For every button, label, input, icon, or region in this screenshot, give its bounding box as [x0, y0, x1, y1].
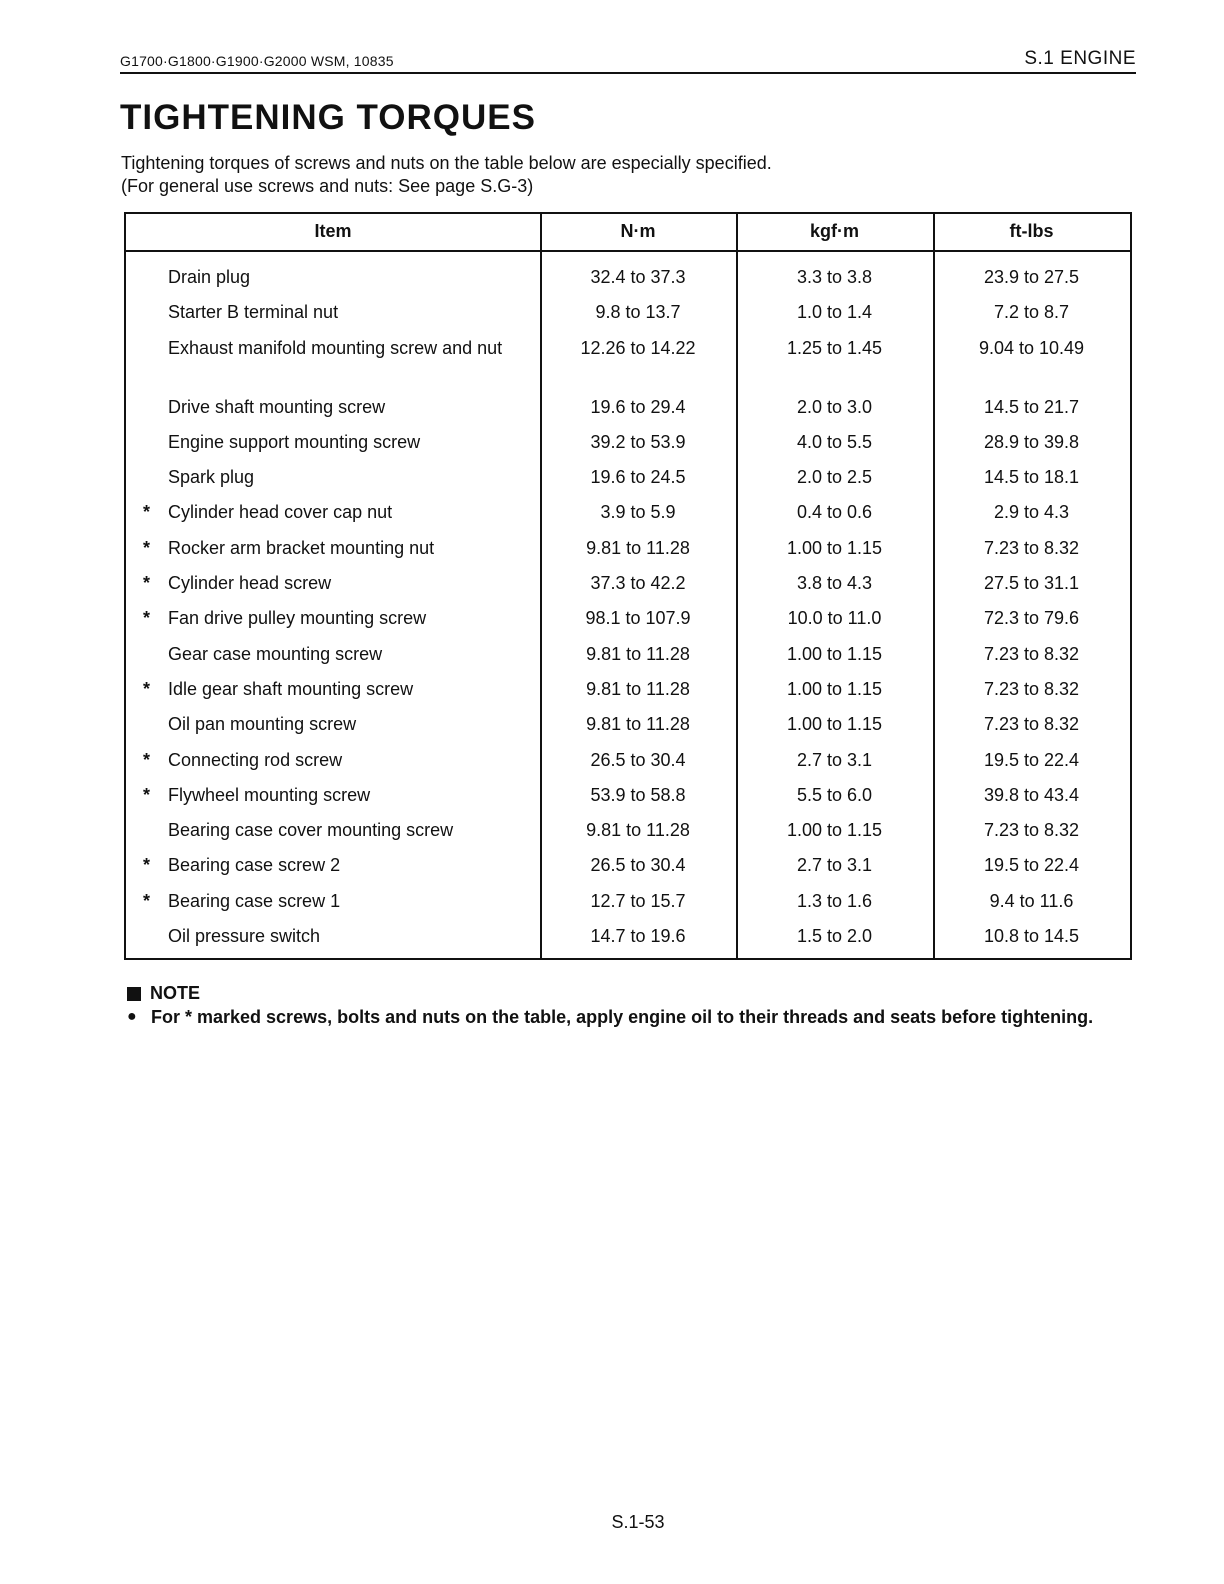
section-title: S.1 ENGINE	[1024, 48, 1136, 69]
cell-ftlbs: 14.5 to 21.7	[983, 396, 1080, 417]
intro-line-2: (For general use screws and nuts: See page S.G-3)	[121, 176, 534, 196]
cell-nm: 9.81 to 11.28	[586, 714, 690, 735]
oil-mark: *	[143, 573, 151, 594]
cell-nm: 9.81 to 11.28	[586, 537, 690, 558]
cell-item: Drive shaft mounting screw	[168, 396, 386, 417]
cell-nm: 9.81 to 11.28	[586, 678, 690, 699]
cell-kgfm: 1.00 to 1.15	[786, 537, 883, 558]
note-text: For * marked screws, bolts and nuts on the table, apply engine oil to their threads and seats before tightening.	[151, 1007, 1094, 1027]
cell-kgfm: 1.00 to 1.15	[786, 678, 883, 699]
cell-nm: 3.9 to 5.9	[600, 502, 676, 523]
cell-kgfm: 4.0 to 5.5	[796, 431, 873, 452]
cell-ftlbs: 9.4 to 11.6	[989, 890, 1074, 911]
table-row	[126, 462, 1130, 497]
square-bullet-icon	[127, 987, 141, 1001]
oil-mark: *	[143, 608, 151, 629]
cell-nm: 98.1 to 107.9	[585, 608, 691, 629]
cell-ftlbs: 19.5 to 22.4	[983, 855, 1080, 876]
header-kgfm: kgf·m	[810, 221, 859, 241]
table-row	[126, 533, 1130, 568]
cell-ftlbs: 27.5 to 31.1	[983, 573, 1080, 594]
cell-item: Starter B terminal nut	[168, 302, 339, 323]
cell-ftlbs: 28.9 to 39.8	[983, 431, 1080, 452]
oil-mark: *	[143, 784, 151, 805]
table-row	[126, 639, 1130, 674]
cell-kgfm: 1.00 to 1.15	[786, 714, 883, 735]
cell-ftlbs: 7.23 to 8.32	[983, 678, 1080, 699]
cell-nm: 19.6 to 24.5	[590, 467, 686, 488]
header-nm: N·m	[620, 221, 656, 241]
cell-kgfm: 1.5 to 2.0	[796, 926, 873, 947]
table-row	[126, 333, 1130, 392]
cell-item: Bearing case screw 2	[168, 855, 341, 876]
cell-nm: 26.5 to 30.4	[590, 855, 686, 876]
cell-kgfm: 10.0 to 11.0	[787, 608, 882, 629]
cell-item: Fan drive pulley mounting screw	[168, 608, 427, 629]
cell-ftlbs: 9.04 to 10.49	[978, 337, 1085, 358]
cell-nm: 32.4 to 37.3	[590, 267, 686, 287]
table-row	[126, 603, 1130, 638]
table-row	[126, 886, 1130, 921]
cell-nm: 39.2 to 53.9	[590, 431, 686, 452]
table-row	[126, 709, 1130, 744]
cell-item: Cylinder head cover cap nut	[168, 502, 393, 523]
note-heading	[127, 983, 200, 1004]
page-title: TIGHTENING TORQUES	[120, 98, 536, 137]
cell-item: Engine support mounting screw	[168, 431, 421, 452]
cell-ftlbs: 10.8 to 14.5	[983, 926, 1080, 947]
cell-nm: 9.81 to 11.28	[586, 820, 690, 841]
cell-kgfm: 1.3 to 1.6	[796, 890, 873, 911]
cell-item: Idle gear shaft mounting screw	[168, 678, 414, 699]
cell-ftlbs: 14.5 to 18.1	[983, 467, 1080, 488]
page-header	[120, 46, 1136, 74]
table-row	[126, 427, 1130, 462]
cell-kgfm: 2.7 to 3.1	[796, 749, 873, 770]
table-row	[126, 262, 1130, 297]
cell-ftlbs: 7.2 to 8.7	[993, 302, 1070, 323]
oil-mark: *	[143, 502, 151, 523]
cell-ftlbs: 7.23 to 8.32	[983, 537, 1080, 558]
cell-nm: 9.81 to 11.28	[586, 643, 690, 664]
cell-kgfm: 2.0 to 3.0	[796, 396, 873, 417]
table-row	[126, 921, 1130, 956]
cell-item: Spark plug	[168, 467, 255, 488]
cell-item: Rocker arm bracket mounting nut	[168, 537, 435, 558]
manual-id: G1700·G1800·G1900·G2000 WSM, 10835	[120, 53, 394, 69]
table-body	[126, 262, 1130, 956]
note-title: NOTE	[150, 983, 201, 1003]
cell-nm: 37.3 to 42.2	[590, 573, 686, 594]
table-row	[126, 568, 1130, 603]
cell-ftlbs: 23.9 to 27.5	[983, 267, 1080, 287]
cell-kgfm: 0.4 to 0.6	[796, 502, 873, 523]
cell-item: Bearing case screw 1	[168, 890, 341, 911]
intro-text	[121, 152, 772, 198]
page-number: S.1-53	[611, 1512, 665, 1532]
table-row	[126, 850, 1130, 885]
table-row	[126, 674, 1130, 709]
cell-kgfm: 1.00 to 1.15	[786, 820, 883, 841]
cell-kgfm: 1.00 to 1.15	[786, 643, 883, 664]
cell-item: Cylinder head screw	[168, 573, 332, 594]
cell-ftlbs: 7.23 to 8.32	[983, 643, 1080, 664]
cell-kgfm: 2.7 to 3.1	[796, 855, 873, 876]
note-body	[127, 1006, 1135, 1028]
cell-ftlbs: 2.9 to 4.3	[993, 502, 1070, 523]
table-row	[126, 392, 1130, 427]
cell-ftlbs: 72.3 to 79.6	[983, 608, 1080, 629]
table-row	[126, 745, 1130, 780]
cell-item: Gear case mounting screw	[168, 643, 383, 664]
oil-mark: *	[143, 749, 151, 770]
oil-mark: *	[143, 890, 151, 911]
cell-nm: 26.5 to 30.4	[590, 749, 686, 770]
cell-kgfm: 1.25 to 1.45	[786, 337, 883, 358]
cell-nm: 9.8 to 13.7	[595, 302, 681, 323]
table-row	[126, 297, 1130, 332]
cell-item: Connecting rod screw	[168, 749, 343, 770]
header-item: Item	[314, 221, 352, 241]
cell-nm: 12.7 to 15.7	[590, 890, 686, 911]
cell-kgfm: 1.0 to 1.4	[796, 302, 873, 323]
bullet-icon: ●	[127, 1008, 137, 1025]
cell-ftlbs: 39.8 to 43.4	[983, 784, 1080, 805]
cell-item: Oil pressure switch	[168, 926, 321, 947]
table-row	[126, 497, 1130, 532]
cell-kgfm: 2.0 to 2.5	[796, 467, 873, 488]
table-row	[126, 780, 1130, 815]
cell-nm: 19.6 to 29.4	[590, 396, 686, 417]
header-ftlbs: ft-lbs	[1009, 221, 1054, 241]
intro-line-1: Tightening torques of screws and nuts on the table below are especially specified.	[121, 153, 772, 173]
cell-kgfm: 3.8 to 4.3	[796, 573, 873, 594]
cell-kgfm: 3.3 to 3.8	[796, 267, 873, 287]
cell-item: Drain plug	[168, 267, 251, 287]
cell-ftlbs: 7.23 to 8.32	[983, 714, 1080, 735]
torque-table	[124, 212, 1132, 960]
cell-nm: 53.9 to 58.8	[590, 784, 686, 805]
oil-mark: *	[143, 678, 151, 699]
cell-item: Flywheel mounting screw	[168, 784, 371, 805]
table-header	[126, 214, 1130, 252]
cell-nm: 12.26 to 14.22	[580, 337, 696, 358]
cell-ftlbs: 7.23 to 8.32	[983, 820, 1080, 841]
table-row	[126, 815, 1130, 850]
cell-nm: 14.7 to 19.6	[590, 926, 686, 947]
oil-mark: *	[143, 855, 151, 876]
cell-item: Exhaust manifold mounting screw and nut	[168, 337, 503, 358]
cell-item: Bearing case cover mounting screw	[168, 820, 454, 841]
cell-item: Oil pan mounting screw	[168, 714, 357, 735]
cell-kgfm: 5.5 to 6.0	[796, 784, 873, 805]
cell-ftlbs: 19.5 to 22.4	[983, 749, 1080, 770]
oil-mark: *	[143, 537, 151, 558]
